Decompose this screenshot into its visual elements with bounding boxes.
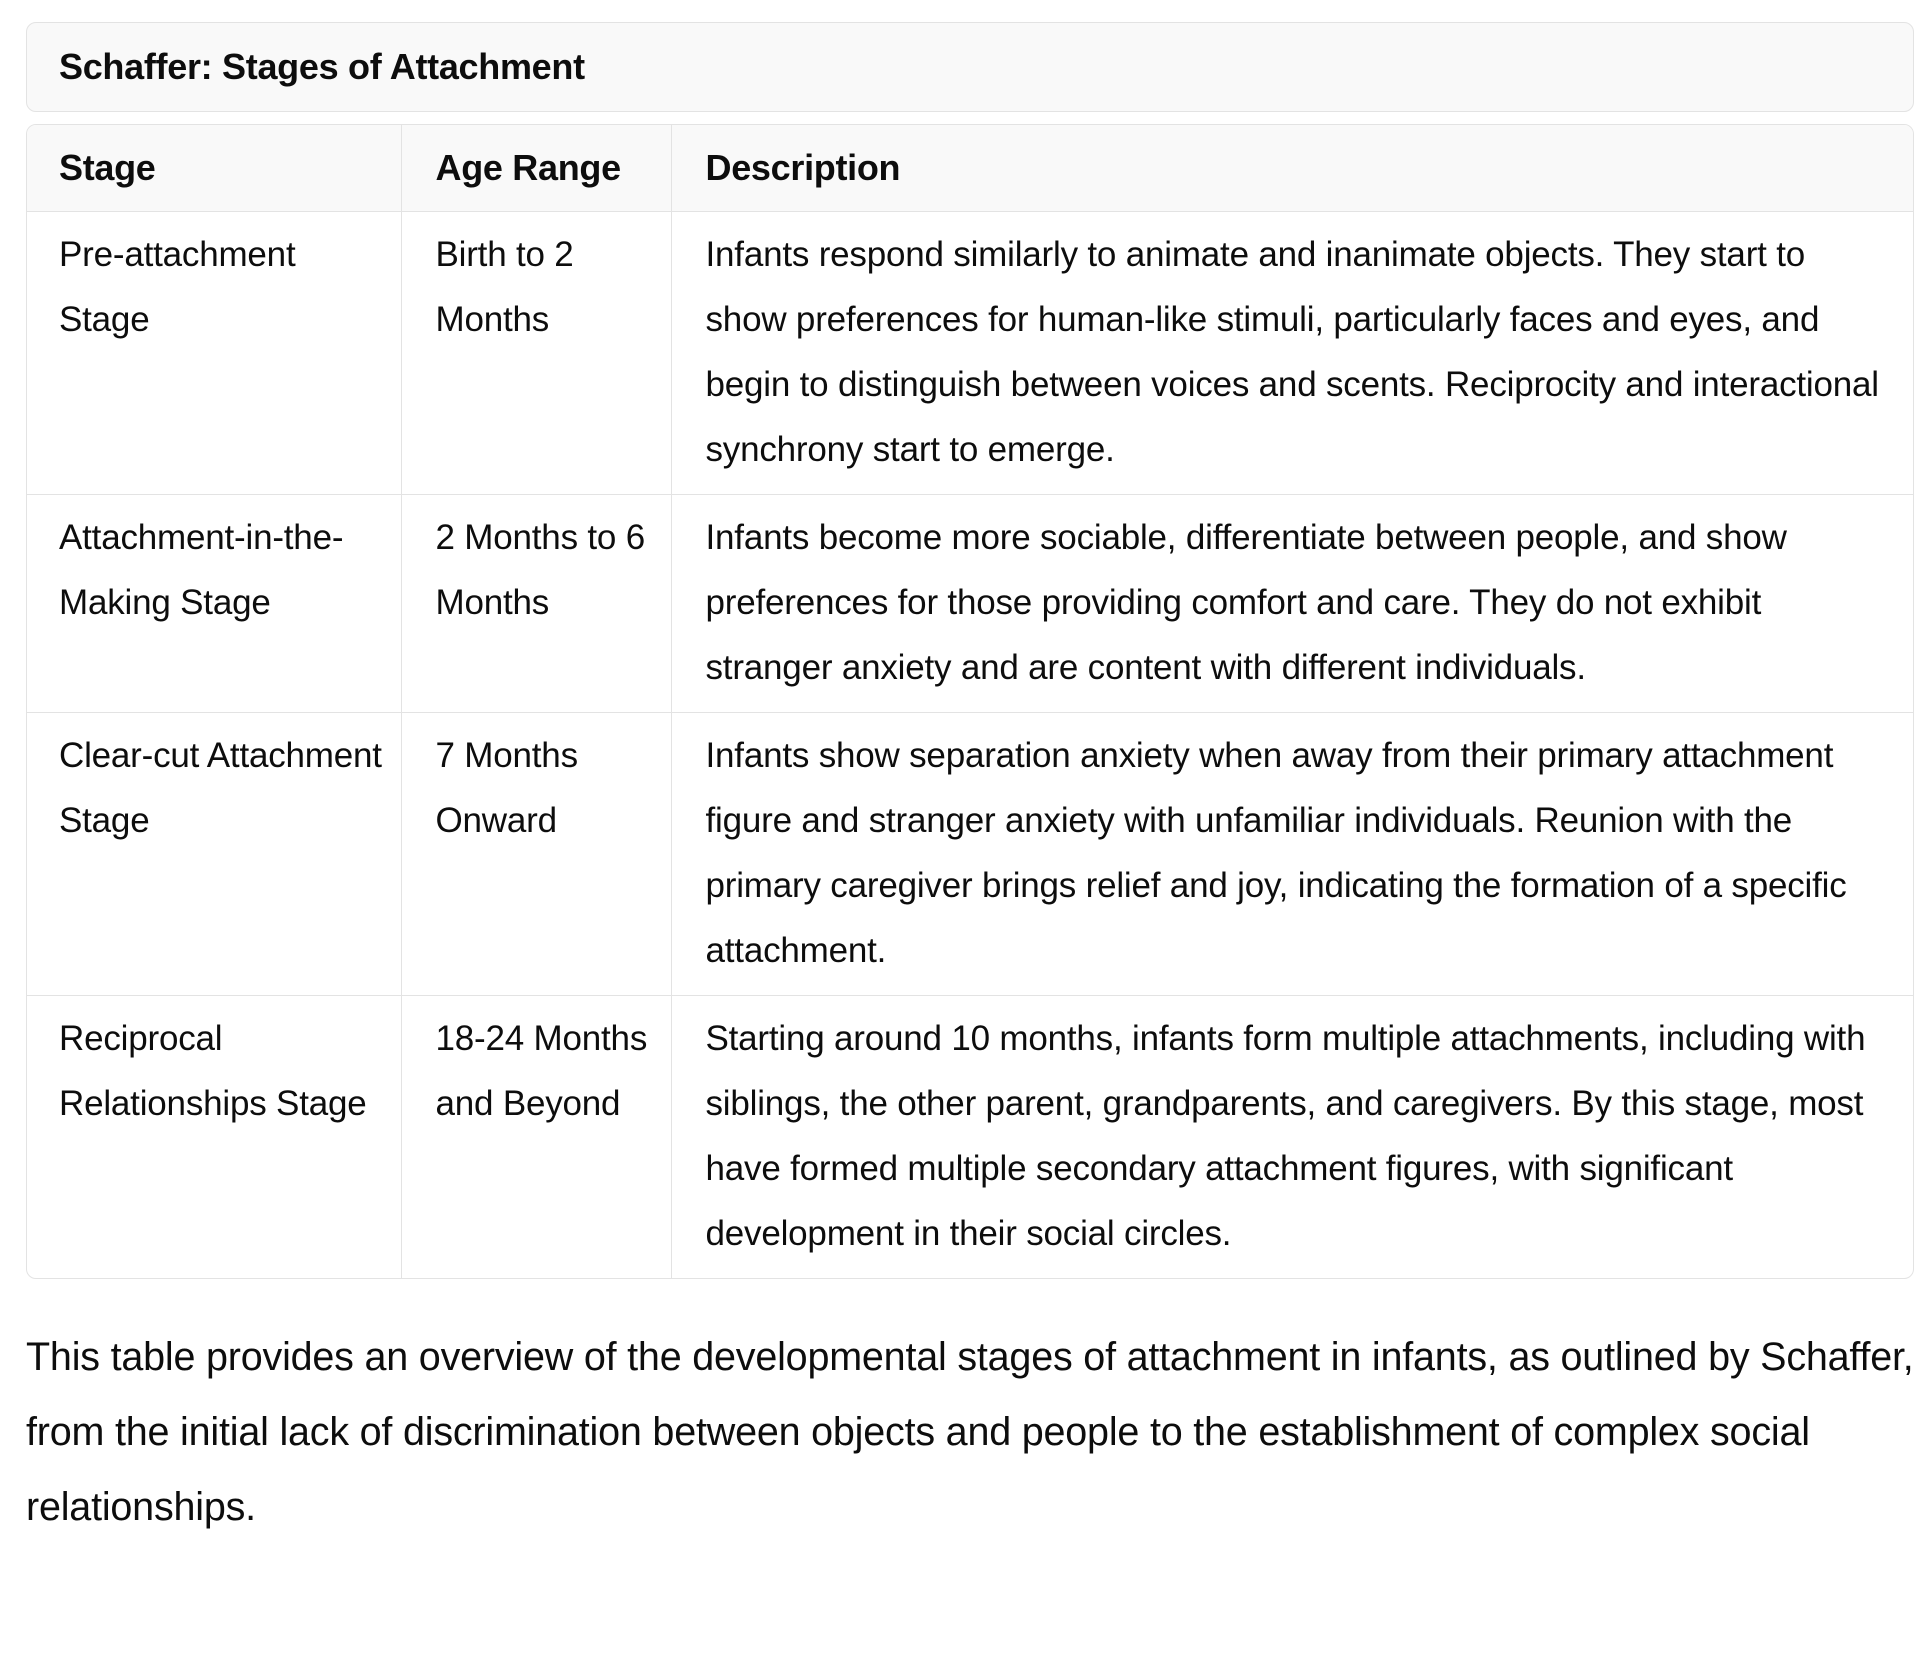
summary-paragraph: This table provides an overview of the developmental stages of attachment in infants, as outlined by Schaffer, from the initial lack of discrimination between objects and people to the establishment of complex social relationships. bbox=[26, 1335, 1914, 1529]
description-cell: Starting around 10 months, infants form multiple attachments, including with siblings, the other parent, grandparents, and caregivers. By this stage, most have formed multiple secondary attachment figures, with significant development in their social circles. bbox=[705, 1018, 1866, 1253]
table-title: Schaffer: Stages of Attachment bbox=[26, 22, 1914, 112]
table-row bbox=[27, 494, 1913, 712]
age-range-cell: 18-24 Months and Beyond bbox=[401, 995, 671, 1278]
table-container bbox=[26, 22, 1914, 1279]
age-range-cell: 7 Months Onward bbox=[401, 712, 671, 995]
age-range-cell: Birth to 2 Months bbox=[401, 211, 671, 494]
column-header-description: Description bbox=[671, 125, 1913, 211]
description-cell: Infants show separation anxiety when away from their primary attachment figure and stranger anxiety with unfamiliar individuals. Reunion with the primary caregiver brings relief and joy, indicating the formation of a specific attachment. bbox=[671, 712, 1913, 995]
description-cell: Infants respond similarly to animate and inanimate objects. They start to show preferences for human-like stimuli, particularly faces and eyes, and begin to distinguish between voices and scents. Reciprocity and interactional synchrony start to emerge. bbox=[671, 211, 1913, 494]
column-header-stage: Stage bbox=[27, 125, 401, 211]
stage-cell: Attachment-in-the-Making Stage bbox=[27, 494, 401, 712]
stages-table bbox=[27, 125, 1913, 1278]
stage-cell: Reciprocal Relationships Stage bbox=[27, 995, 401, 1278]
stage-cell: Pre-attachment Stage bbox=[27, 211, 401, 494]
table-box bbox=[26, 124, 1914, 1279]
table-row bbox=[27, 712, 1913, 995]
table-row bbox=[27, 995, 1913, 1278]
table-header-row bbox=[27, 125, 1913, 211]
description-cell: Infants become more sociable, differentiate between people, and show preferences for those providing comfort and care. They do not exhibit stranger anxiety and are content with different individuals. bbox=[671, 494, 1913, 712]
table-row bbox=[27, 211, 1913, 494]
age-range-cell: 2 Months to 6 Months bbox=[401, 494, 671, 712]
column-header-age-range: Age Range bbox=[401, 125, 671, 211]
stage-cell: Clear-cut Attachment Stage bbox=[27, 712, 401, 995]
